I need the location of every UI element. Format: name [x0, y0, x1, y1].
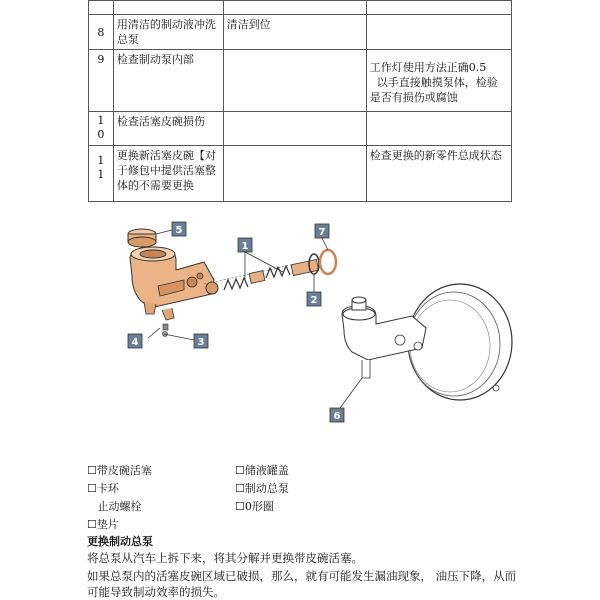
svg-text:7: 7	[318, 227, 326, 238]
legend-item: ☐0形圈	[235, 500, 274, 513]
step-cell	[113, 1, 223, 15]
brake-booster-drawing	[342, 284, 512, 400]
callout-4	[128, 334, 142, 348]
legend-row	[87, 462, 383, 480]
svg-text:6: 6	[333, 411, 341, 422]
legend-item: ☐储液罐盖	[235, 464, 289, 477]
row-number: 1 1	[89, 146, 114, 202]
svg-text:1: 1	[241, 241, 249, 252]
row-number: 1 0	[89, 112, 114, 146]
steps-table	[88, 0, 512, 202]
condition-cell	[223, 146, 366, 202]
condition-cell: 清洁到位	[223, 15, 366, 50]
row-number: 9	[89, 50, 114, 112]
condition-cell	[223, 112, 366, 146]
table-row	[89, 146, 512, 202]
note-cell	[366, 15, 511, 50]
callout-1	[238, 238, 252, 252]
legend-item: 止动螺栓	[87, 500, 142, 513]
legend-row	[87, 480, 383, 498]
legend-item: ☐垫片	[87, 518, 119, 531]
svg-text:3: 3	[197, 337, 205, 348]
section-title: 更换制动总泵	[87, 535, 153, 548]
parts-legend	[87, 462, 383, 534]
table-row	[89, 1, 512, 15]
legend-row	[87, 516, 383, 534]
note-cell: 工作灯使用方法正确0.5 以手直接触摸泵体，检验 是否有损伤或腐蚀	[366, 50, 511, 112]
step-cell: 更换新活塞皮碗【对于修包中提供活塞整体的不需要更换	[113, 146, 223, 202]
callout-2	[307, 292, 321, 306]
legend-item	[235, 516, 383, 534]
condition-cell	[223, 1, 366, 15]
legend-row	[87, 498, 383, 516]
condition-cell	[223, 50, 366, 112]
step-cell: 检查制动泵内部	[113, 50, 223, 112]
legend-item: ☐带皮碗活塞	[87, 464, 152, 477]
callout-3	[194, 334, 208, 348]
svg-text:4: 4	[131, 337, 139, 348]
o-ring-drawing	[320, 250, 336, 274]
piston-assembly-drawing	[204, 259, 319, 290]
step-cell: 检查活塞皮碗损伤	[113, 112, 223, 146]
legend-item: ☐卡环	[87, 482, 119, 495]
paragraph: 将总泵从汽车上拆下来，将其分解并更换带皮碗活塞。	[87, 551, 363, 565]
step-cell: 用清洁的制动液冲洗总泵	[113, 15, 223, 50]
svg-text:5: 5	[175, 225, 183, 236]
note-cell	[366, 112, 511, 146]
row-number: 8	[89, 15, 114, 50]
callout-7	[315, 224, 329, 238]
row-number	[89, 1, 114, 15]
table-row	[89, 15, 512, 50]
reservoir-cap-drawing	[128, 229, 156, 247]
svg-text:2: 2	[310, 295, 318, 306]
table-row	[89, 50, 512, 112]
leader-lines	[148, 230, 362, 408]
callout-6	[330, 408, 344, 422]
callout-5	[172, 222, 186, 236]
note-cell	[366, 1, 511, 15]
table-row	[89, 112, 512, 146]
master-cylinder-drawing	[130, 247, 218, 320]
brake-master-cylinder-diagram	[100, 210, 520, 450]
note-cell: 检查更换的新零件总成状态	[366, 146, 511, 202]
legend-item: ☐制动总泵	[235, 482, 289, 495]
paragraph: 如果总泵内的活塞皮碗区域已破损，那么，就有可能发生漏油现象， 油压下降，从而可能导致制动效率的损失。	[87, 569, 517, 599]
